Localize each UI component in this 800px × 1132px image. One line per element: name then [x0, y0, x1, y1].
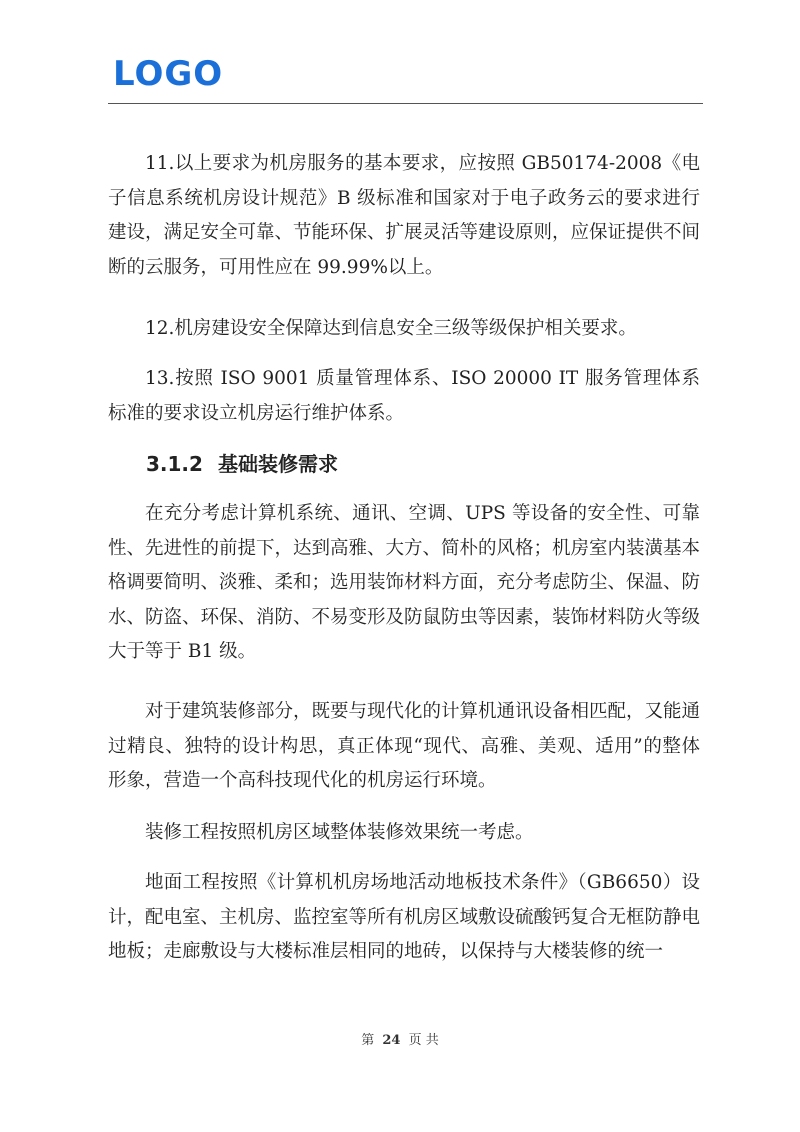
footer-suffix: 页 共 [408, 1033, 439, 1048]
paragraph-floor-work: 地面工程按照《计算机机房场地活动地板技术条件》（GB6650）设计，配电室、主机房、监控室等所有机房区域敷设硫酸钙复合无框防静电地板；走廊敷设与大楼标准层相同的地砖，以保持与大楼装修的统一 [108, 872, 701, 962]
logo: LOGO [113, 54, 224, 94]
header-divider [108, 103, 703, 104]
paragraph-item-12: 12.机房建设安全保障达到信息安全三级等级保护相关要求。 [145, 318, 637, 339]
section-title: 基础装修需求 [218, 452, 338, 476]
paragraph-item-11: 11.以上要求为机房服务的基本要求，应按照 GB50174-2008《电子信息系统机房设计规范》B 级标准和国家对于电子政务云的要求进行建设，满足安全可靠、节能环保、扩展灵活等建设原则，应保证提供不间断的云服务，可用性应在 99.99%以上。 [108, 153, 701, 278]
paragraph-building-decoration: 对于建筑装修部分，既要与现代化的计算机通讯设备相匹配，又能通过精良、独特的设计构思，真正体现“现代、高雅、美观、适用”的整体形象，营造一个高科技现代化的机房运行环境。 [108, 701, 701, 791]
paragraph-overall-decoration: 装修工程按照机房区域整体装修效果统一考虑。 [145, 822, 534, 843]
footer-prefix: 第 [361, 1033, 375, 1048]
paragraph-decoration-intro: 在充分考虑计算机系统、通讯、空调、UPS 等设备的安全性、可靠性、先进性的前提下，达到高雅、大方、简朴的风格；机房室内装潢基本格调要简明、淡雅、柔和；选用装饰材料方面，充分考虑防尘、保温、防水、防盗、环保、消防、不易变形及防鼠防虫等因素，装饰材料防火等级大于等于 B1 级。 [108, 503, 701, 662]
paragraph-item-13: 13.按照 ISO 9001 质量管理体系、ISO 20000 IT 服务管理体系标准的要求设立机房运行维护体系。 [108, 368, 700, 424]
section-heading [146, 448, 338, 480]
section-number: 3.1.2 [146, 452, 203, 476]
page-number: 24 [382, 1033, 401, 1048]
page-footer [0, 1029, 800, 1048]
